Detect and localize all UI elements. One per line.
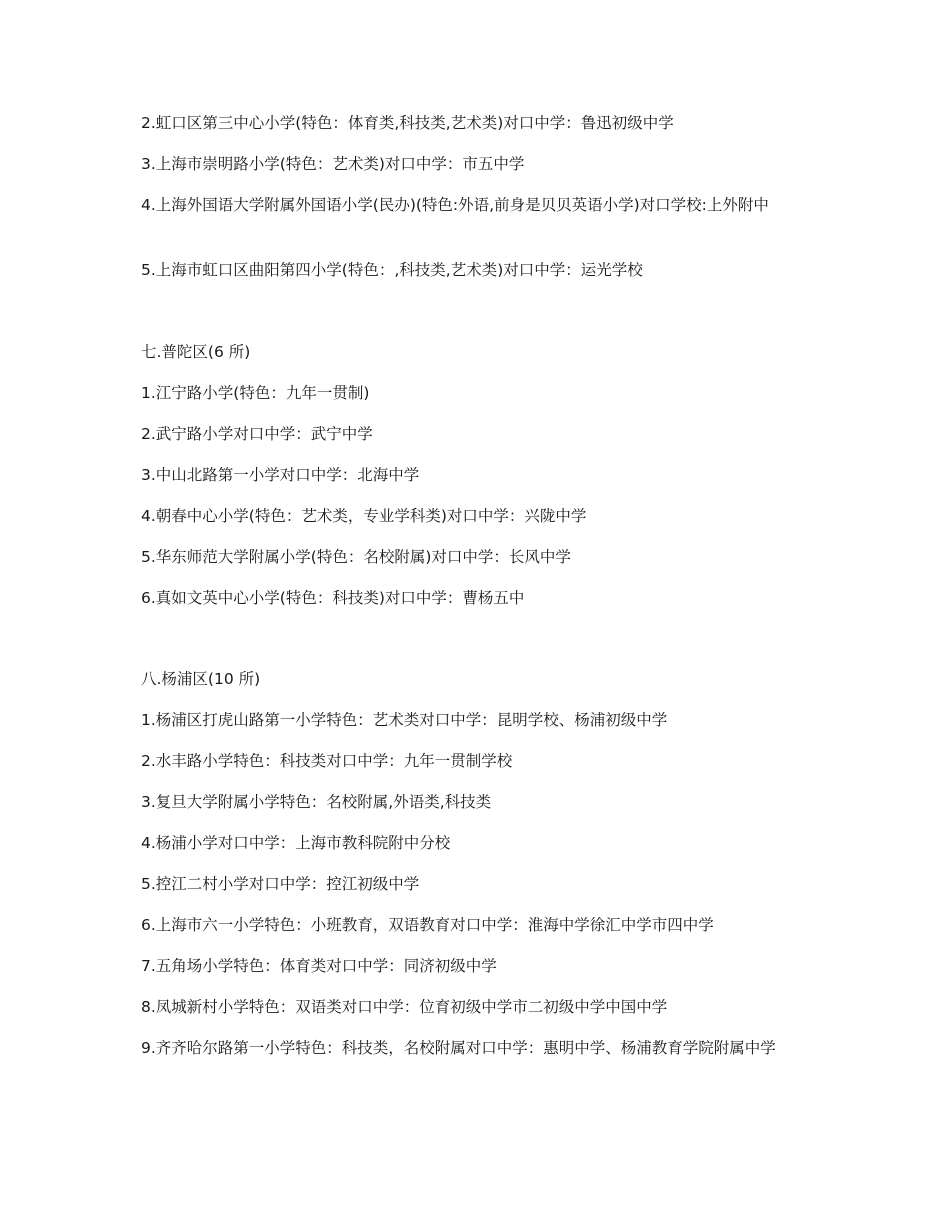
- list-item: 2.武宁路小学对口中学：武宁中学: [141, 425, 373, 443]
- list-item: 3.复旦大学附属小学特色：名校附属,外语类,科技类: [141, 793, 492, 811]
- list-item: 3.中山北路第一小学对口中学：北海中学: [141, 466, 420, 484]
- section-heading-yangpu: 八.杨浦区(10 所): [141, 670, 261, 688]
- list-item: 1.杨浦区打虎山路第一小学特色：艺术类对口中学：昆明学校、杨浦初级中学: [141, 711, 668, 729]
- list-item: 2.虹口区第三中心小学(特色：体育类,科技类,艺术类)对口中学：鲁迅初级中学: [141, 114, 674, 132]
- list-item: 3.上海市崇明路小学(特色：艺术类)对口中学：市五中学: [141, 155, 525, 173]
- list-item: 5.上海市虹口区曲阳第四小学(特色：,科技类,艺术类)对口中学：运光学校: [141, 261, 643, 279]
- list-item: 1.江宁路小学(特色：九年一贯制): [141, 384, 370, 402]
- section-heading-putuo: 七.普陀区(6 所): [141, 343, 251, 361]
- list-item: 6.真如文英中心小学(特色：科技类)对口中学：曹杨五中: [141, 589, 525, 607]
- list-item: 5.华东师范大学附属小学(特色：名校附属)对口中学：长风中学: [141, 548, 571, 566]
- list-item: 6.上海市六一小学特色：小班教育，双语教育对口中学：淮海中学徐汇中学市四中学: [141, 916, 714, 934]
- list-item: 8.凤城新村小学特色：双语类对口中学：位育初级中学市二初级中学中国中学: [141, 998, 668, 1016]
- list-item: 7.五角场小学特色：体育类对口中学：同济初级中学: [141, 957, 497, 975]
- list-item: 9.齐齐哈尔路第一小学特色：科技类，名校附属对口中学：惠明中学、杨浦教育学院附属中学: [141, 1039, 776, 1057]
- list-item: 5.控江二村小学对口中学：控江初级中学: [141, 875, 420, 893]
- list-item: 4.朝春中心小学(特色：艺术类，专业学科类)对口中学：兴陇中学: [141, 507, 587, 525]
- list-item: 4.上海外国语大学附属外国语小学(民办)(特色:外语,前身是贝贝英语小学)对口学校:上外附中: [141, 196, 769, 214]
- list-item: 2.水丰路小学特色：科技类对口中学：九年一贯制学校: [141, 752, 513, 770]
- list-item: 4.杨浦小学对口中学：上海市教科院附中分校: [141, 834, 451, 852]
